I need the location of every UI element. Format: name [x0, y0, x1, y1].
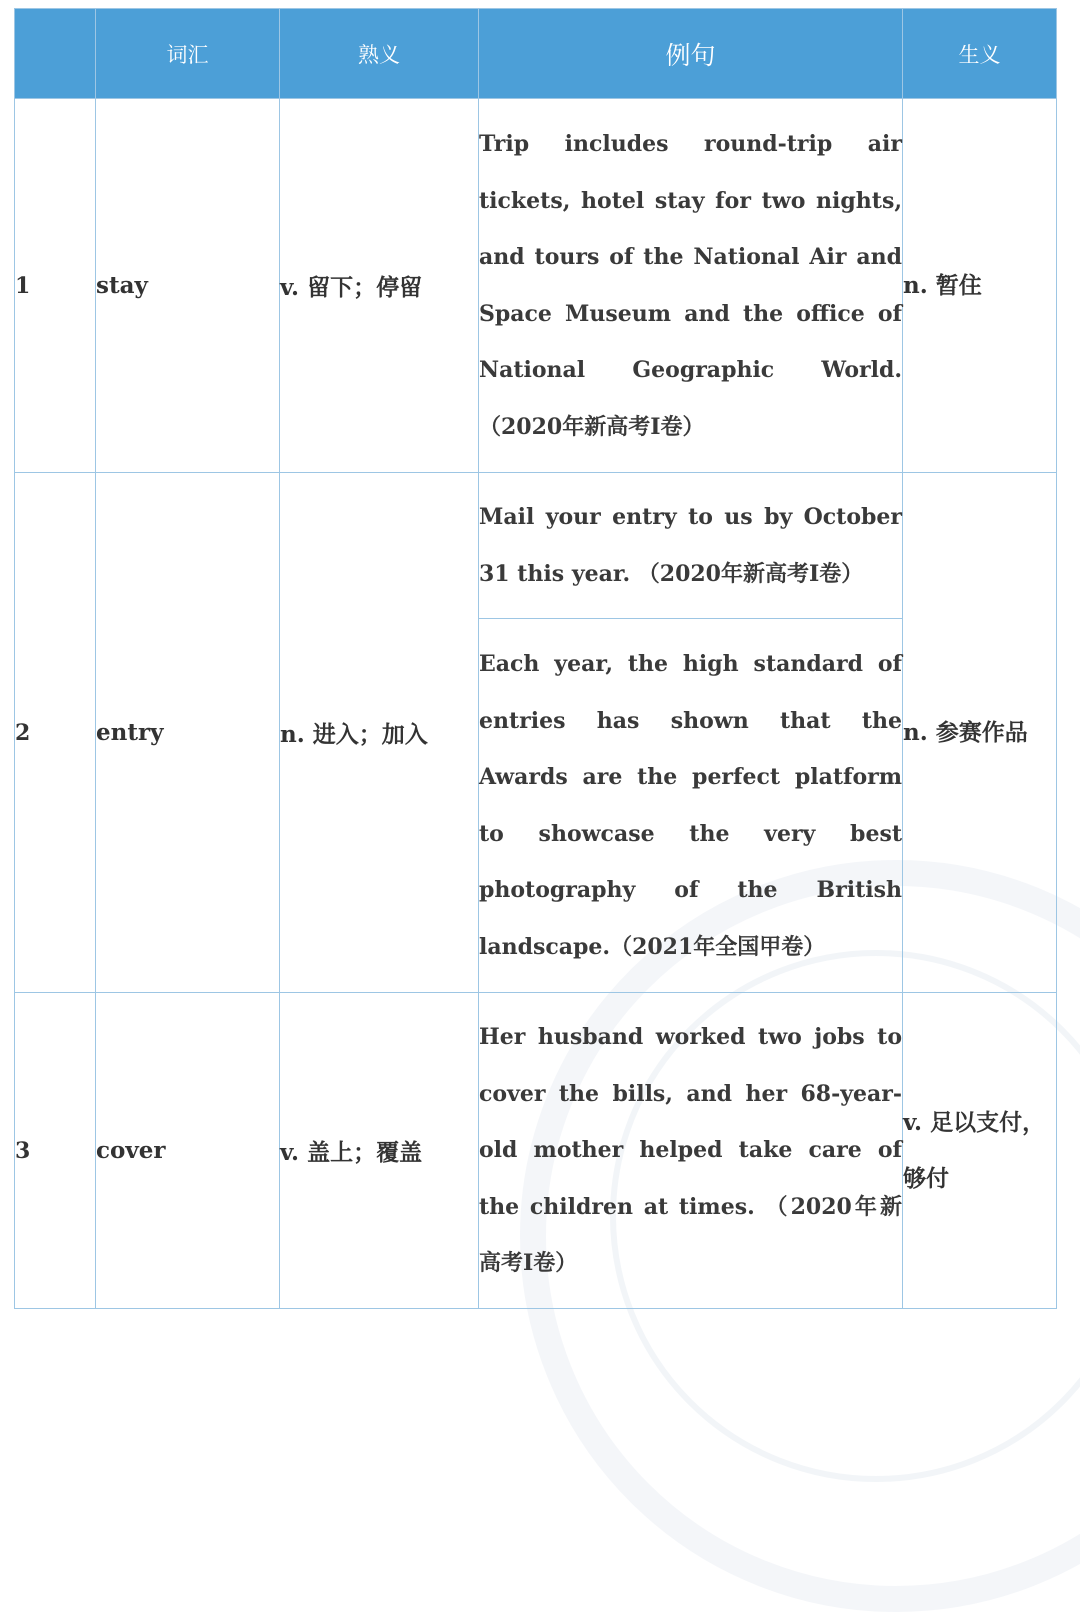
- familiar-meaning: n. 进入；加入: [280, 473, 479, 993]
- vocab-word: cover: [96, 993, 280, 1309]
- table-row: [15, 993, 1057, 1309]
- example-cell: [479, 473, 903, 619]
- vocab-word: stay: [96, 99, 280, 473]
- header-new-meaning: 生义: [903, 9, 1057, 99]
- familiar-meaning: v. 留下；停留: [280, 99, 479, 473]
- row-number: 2: [15, 473, 96, 993]
- vocab-word: entry: [96, 473, 280, 993]
- header-index: [15, 9, 96, 99]
- table-row: [15, 473, 1057, 619]
- vocabulary-table: [14, 8, 1057, 1309]
- row-number: 1: [15, 99, 96, 473]
- example-sentence: Each year, the high standard of entries has shown that the Awards are the perfect platform to showcase the very best photography of the British landscape.（2021年全国甲卷）: [479, 651, 902, 960]
- example-cell: [479, 619, 903, 993]
- row-number: 3: [15, 993, 96, 1309]
- example-cell: [479, 99, 903, 473]
- table-row: [15, 99, 1057, 473]
- example-sentence: Trip includes round-trip air tickets, hotel stay for two nights, and tours of the National Air and Space Museum and the office of National Geographic World. （2020年新高考I卷）: [479, 131, 902, 440]
- example-cell: [479, 993, 903, 1309]
- table-header-row: [15, 9, 1057, 99]
- example-sentence: Mail your entry to us by October 31 this year. （2020年新高考I卷）: [479, 504, 902, 587]
- new-meaning: n. 参赛作品: [903, 473, 1057, 993]
- familiar-meaning: v. 盖上；覆盖: [280, 993, 479, 1309]
- header-familiar-meaning: 熟义: [280, 9, 479, 99]
- new-meaning: v. 足以支付，够付: [903, 993, 1057, 1309]
- example-sentence: Her husband worked two jobs to cover the bills, and her 68-year-old mother helped take care of the children at times. （2020年新高考I卷）: [479, 1024, 902, 1277]
- header-example-sentence: 例句: [479, 9, 903, 99]
- header-word: 词汇: [96, 9, 280, 99]
- new-meaning: n. 暂住: [903, 99, 1057, 473]
